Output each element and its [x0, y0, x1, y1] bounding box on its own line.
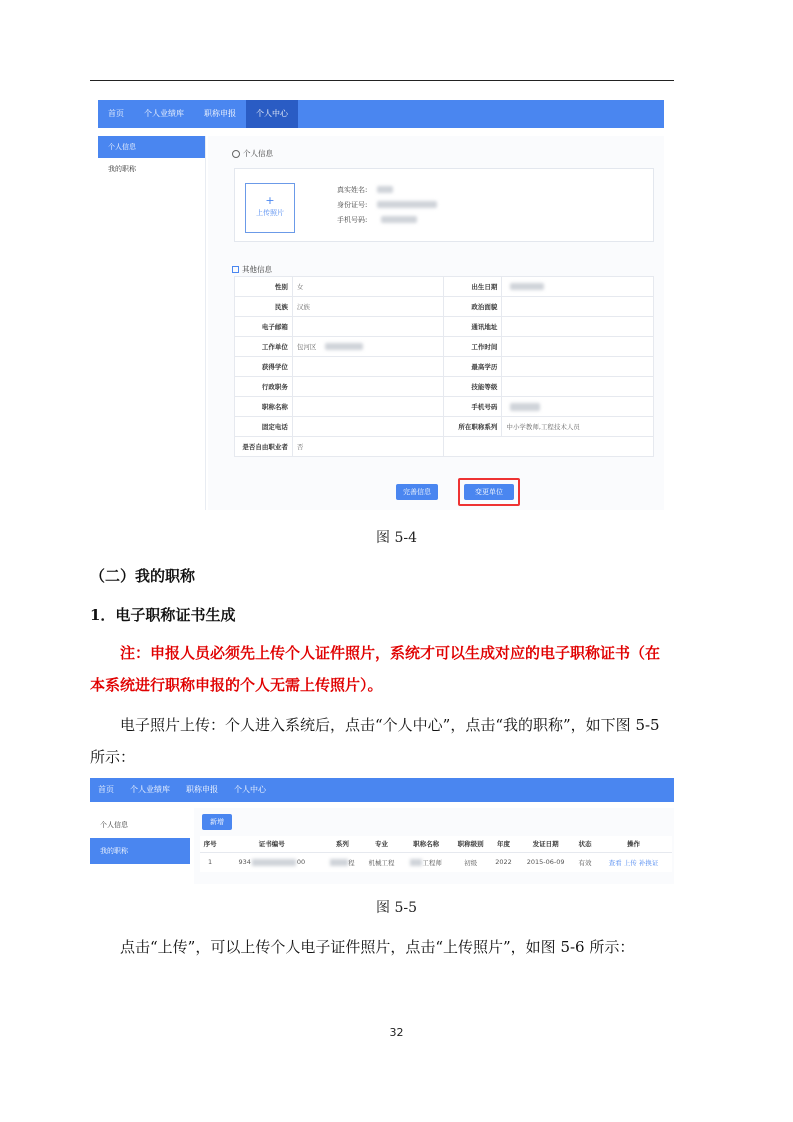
user-icon [232, 150, 240, 158]
cell-empty [444, 437, 654, 457]
view-link[interactable]: 查看 [608, 858, 622, 867]
cell-label: 固定电话 [235, 417, 293, 437]
section-heading: （二）我的职称 [90, 567, 196, 585]
cell-value [292, 377, 444, 397]
table-row [235, 297, 654, 317]
blurred-work-unit [325, 343, 363, 350]
other-info-table [234, 276, 654, 457]
section-title: 个人信息 [243, 149, 273, 158]
cell-label: 工作时间 [444, 337, 502, 357]
col-series: 系列 [323, 836, 361, 852]
cell-value [502, 277, 654, 297]
complete-info-button[interactable]: 完善信息 [396, 484, 438, 500]
col-major: 专业 [361, 836, 401, 852]
nav-home[interactable]: 首页 [108, 109, 124, 118]
cell-value [502, 297, 654, 317]
cell-series [323, 852, 361, 872]
personal-info-box [234, 168, 654, 242]
col-actions: 操作 [595, 836, 672, 852]
blurred-series [330, 859, 348, 866]
change-unit-button[interactable]: 变更单位 [464, 484, 514, 500]
cell-status: 有效 [578, 858, 592, 867]
section-other-info [232, 264, 272, 275]
figure-caption: 图 5-4 [376, 530, 417, 546]
upload-photo-button[interactable] [245, 183, 295, 233]
cell-value: 汉族 [292, 297, 444, 317]
table-row [235, 357, 654, 377]
blurred-mobile [510, 403, 540, 411]
plus-icon: + [265, 194, 275, 207]
cell-value: 女 [292, 277, 444, 297]
cell-value [502, 337, 654, 357]
cell-label: 出生日期 [444, 277, 502, 297]
col-index: 序号 [200, 836, 220, 852]
col-status: 状态 [575, 836, 595, 852]
sidebar-item-personal-info[interactable]: 个人信息 [98, 136, 205, 158]
cell-label: 性别 [235, 277, 293, 297]
sidebar-item-personal-info[interactable]: 个人信息 [100, 821, 128, 829]
work-unit-value: 包河区 [296, 343, 317, 351]
cell-value [502, 317, 654, 337]
cell-value: 中小学教师,工程技术人员 [502, 417, 654, 437]
cell-label: 所在职称系列 [444, 417, 502, 437]
cert-suffix: 00 [296, 858, 306, 867]
cell-value: 否 [292, 437, 444, 457]
cell-value [292, 337, 444, 357]
cell-major: 机械工程 [368, 858, 395, 867]
col-title-name: 职称名称 [402, 836, 451, 852]
label-real-name: 真实姓名: [337, 186, 368, 194]
cell-label: 民族 [235, 297, 293, 317]
figure-personal-center [98, 100, 664, 510]
cell-label: 获得学位 [235, 357, 293, 377]
top-nav [90, 778, 674, 802]
table-row [235, 317, 654, 337]
list-icon [232, 266, 239, 273]
table-row [235, 277, 654, 297]
cell-label: 最高学历 [444, 357, 502, 377]
blurred-id [377, 201, 437, 208]
cell-label: 电子邮箱 [235, 317, 293, 337]
cell-label: 政治面貌 [444, 297, 502, 317]
section-title: 其他信息 [242, 265, 272, 274]
replace-cert-link[interactable]: 补换证 [638, 858, 659, 867]
cell-year: 2022 [495, 858, 512, 867]
label-id-number: 身份证号: [337, 201, 368, 209]
main-content [208, 136, 664, 510]
label-phone: 手机号码: [337, 216, 368, 224]
series-value: 程 [348, 858, 355, 867]
page-number: 32 [389, 1026, 404, 1039]
cell-title-level: 初级 [464, 858, 478, 867]
nav-performance[interactable]: 个人业绩库 [144, 109, 184, 118]
col-year: 年度 [491, 836, 517, 852]
table-row [235, 377, 654, 397]
upload-label: 上传照片 [256, 209, 284, 217]
table-row [235, 337, 654, 357]
body-paragraph: 电子照片上传：个人进入系统后，点击“个人中心”，点击“我的职称”，如下图 5-5 所示： [90, 716, 660, 766]
cell-label: 行政职务 [235, 377, 293, 397]
cell-actions [595, 852, 672, 872]
title-value: 工程师 [422, 858, 442, 867]
cell-value [502, 397, 654, 417]
header-rule [90, 80, 674, 81]
table-row [235, 437, 654, 457]
table-row [235, 397, 654, 417]
nav-title-apply[interactable]: 职称申报 [186, 785, 218, 794]
cell-cert-no [220, 852, 323, 872]
cell-value [292, 317, 444, 337]
nav-personal-center[interactable]: 个人中心 [234, 785, 266, 794]
cell-label: 技能等级 [444, 377, 502, 397]
upload-link[interactable]: 上传 [623, 858, 637, 867]
blurred-cert [252, 859, 296, 866]
subsection-heading: 1．电子职称证书生成 [90, 606, 236, 624]
cell-value [292, 357, 444, 377]
blurred-birthdate [510, 283, 544, 290]
sidebar-item-my-titles[interactable]: 我的职称 [90, 838, 190, 864]
titles-table [200, 836, 672, 872]
cell-label: 手机号码 [444, 397, 502, 417]
figure-my-titles [90, 778, 674, 884]
col-cert-no: 证书编号 [220, 836, 323, 852]
cert-prefix: 934 [238, 858, 251, 867]
table-row [200, 852, 672, 872]
sidebar [98, 136, 206, 510]
main-content [194, 808, 674, 884]
cell-index: 1 [207, 858, 213, 867]
col-title-level: 职称级别 [450, 836, 490, 852]
note-paragraph: 注：申报人员必须先上传个人证件照片，系统才可以生成对应的电子职称证书（在本系统进行职称申报的个人无需上传照片）。 [90, 644, 661, 694]
sidebar [90, 812, 190, 884]
cell-label: 通讯地址 [444, 317, 502, 337]
cell-value [292, 397, 444, 417]
col-issue-date: 发证日期 [516, 836, 575, 852]
body-paragraph: 点击“上传”，可以上传个人电子证件照片，点击“上传照片”，如图 5-6 所示： [120, 938, 635, 956]
nav-performance[interactable]: 个人业绩库 [130, 785, 170, 794]
blurred-title [410, 859, 422, 866]
cell-value [502, 377, 654, 397]
table-header-row [200, 836, 672, 852]
sidebar-item-my-titles[interactable]: 我的职称 [108, 165, 136, 173]
cell-issue-date: 2015-06-09 [526, 858, 565, 867]
cell-value [292, 417, 444, 437]
blurred-phone [381, 216, 417, 223]
cell-value [502, 357, 654, 377]
add-button[interactable]: 新增 [202, 814, 232, 830]
figure-caption: 图 5-5 [376, 900, 417, 916]
table-row [235, 417, 654, 437]
nav-home[interactable]: 首页 [98, 785, 114, 794]
cell-label: 工作单位 [235, 337, 293, 357]
nav-personal-center[interactable]: 个人中心 [246, 100, 298, 128]
blurred-name [377, 186, 393, 193]
cell-label: 职称名称 [235, 397, 293, 417]
cell-title-name [402, 852, 451, 872]
cell-label: 是否自由职业者 [235, 437, 293, 457]
nav-title-apply[interactable]: 职称申报 [204, 109, 236, 118]
top-nav [98, 100, 664, 128]
section-personal-info [232, 148, 273, 159]
